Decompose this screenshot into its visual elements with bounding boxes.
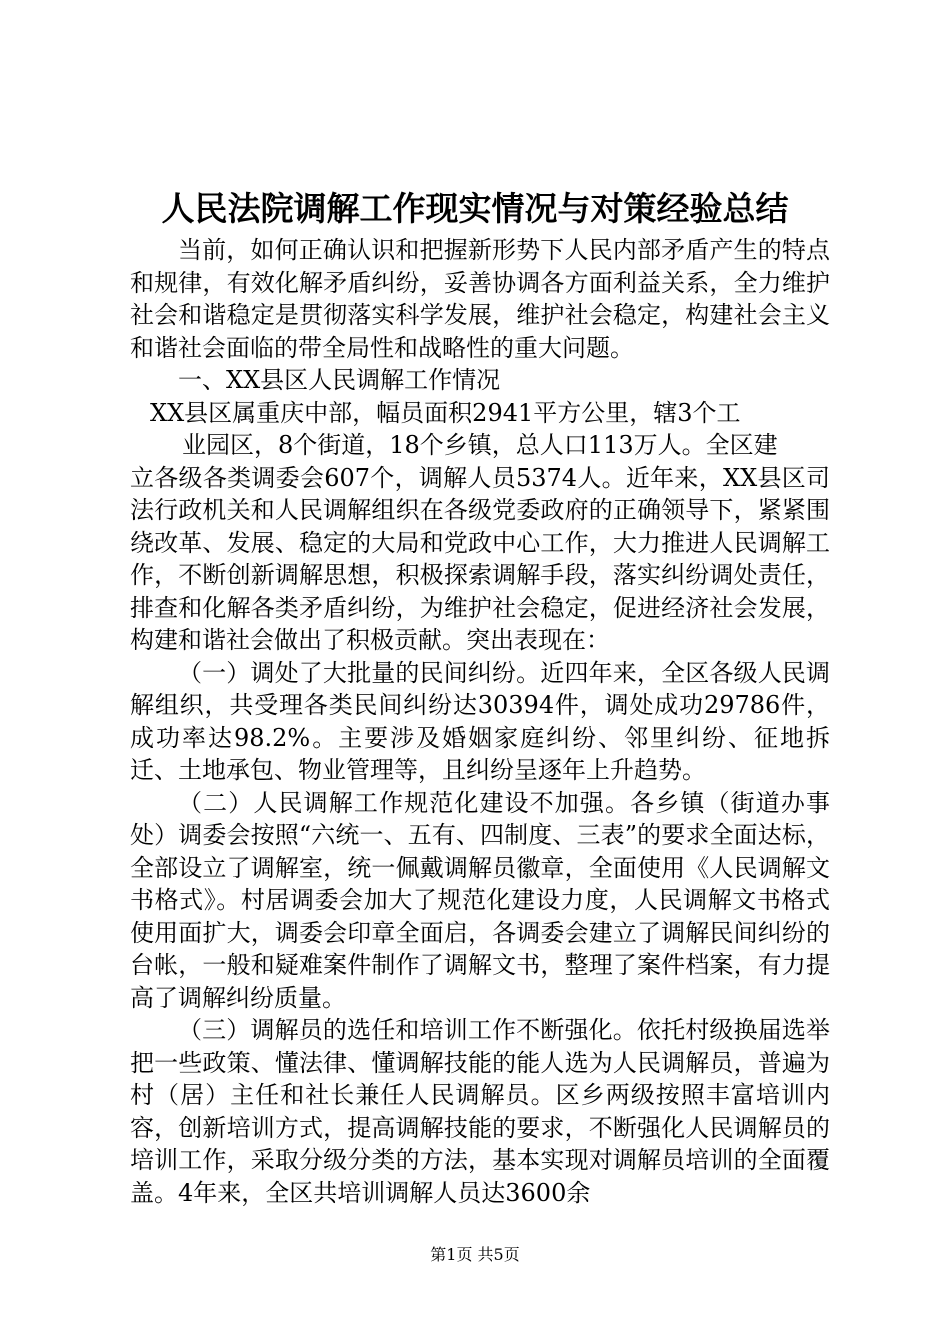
document-body [130, 234, 830, 1209]
document-title: 人民法院调解工作现实情况与对策经验总结 [161, 189, 789, 228]
section-stats-line-2: 业园区，8个街道，18个乡镇，总人口113万人。全区建 [182, 431, 778, 459]
intro-paragraph: 当前，如何正确认识和把握新形势下人民内部矛盾产生的特点和规律，有效化解矛盾纠纷，妥善协调各方面利益关系，全力维护社会和谐稳定是贯彻落实科学发展，维护社会稳定，构建社会主义和谐社会面临的带全局性和战略性的重大问题。 [130, 236, 830, 362]
section-heading: 一、XX县区人民调解工作情况 [178, 366, 501, 394]
subsection-paragraph-2: （二）人民调解工作规范化建设不加强。各乡镇（街道办事处）调委会按照“六统一、五有、四制度、三表”的要求全面达标，全部设立了调解室，统一佩戴调解员徽章，全面使用《人民调解文书格式》。村居调委会加大了规范化建设力度，人民调解文书格式使用面扩大，调委会印章全面启，各调委会建立了调解民间纠纷的台帐，一般和疑难案件制作了调解文书，整理了案件档案，有力提高了调解纠纷质量。 [130, 788, 830, 1012]
section-stats-line-1: XX县区属重庆中部，幅员面积2941平方公里，辖3个工 [150, 398, 741, 427]
section-body-paragraph: 立各级各类调委会607个，调解人员5374人。近年来，XX县区司法行政机关和人民调解组织在各级党委政府的正确领导下，紧紧围绕改革、发展、稳定的大局和党政中心工作，大力推进人民调解工作，不断创新调解思想，积极探索调解手段，落实纠纷调处责任，排查和化解各类矛盾纠纷，为维护社会稳定，促进经济社会发展，构建和谐社会做出了积极贡献。突出表现在： [130, 463, 830, 654]
section-stats [130, 397, 830, 462]
page-number: 第1页 共5页 [430, 1245, 520, 1264]
subsection-paragraph-3: （三）调解员的选任和培训工作不断强化。依托村级换届选举把一些政策、懂法律、懂调解技能的能人选为人民调解员，普遍为村（居）主任和社长兼任人民调解员。区乡两级按照丰富培训内容，创新培训方式，提高调解技能的要求，不断强化人民调解员的培训工作，采取分级分类的方法，基本实现对调解员培训的全面覆盖。4年来，全区共培训调解人员达3600余 [130, 1016, 830, 1207]
subsection-paragraph-1: （一）调处了大批量的民间纠纷。近四年来，全区各级人民调解组织，共受理各类民间纠纷达30394件，调处成功29786件，成功率达98.2%。主要涉及婚姻家庭纠纷、邻里纠纷、征地拆迁、土地承包、物业管理等，且纠纷呈逐年上升趋势。 [130, 658, 830, 784]
